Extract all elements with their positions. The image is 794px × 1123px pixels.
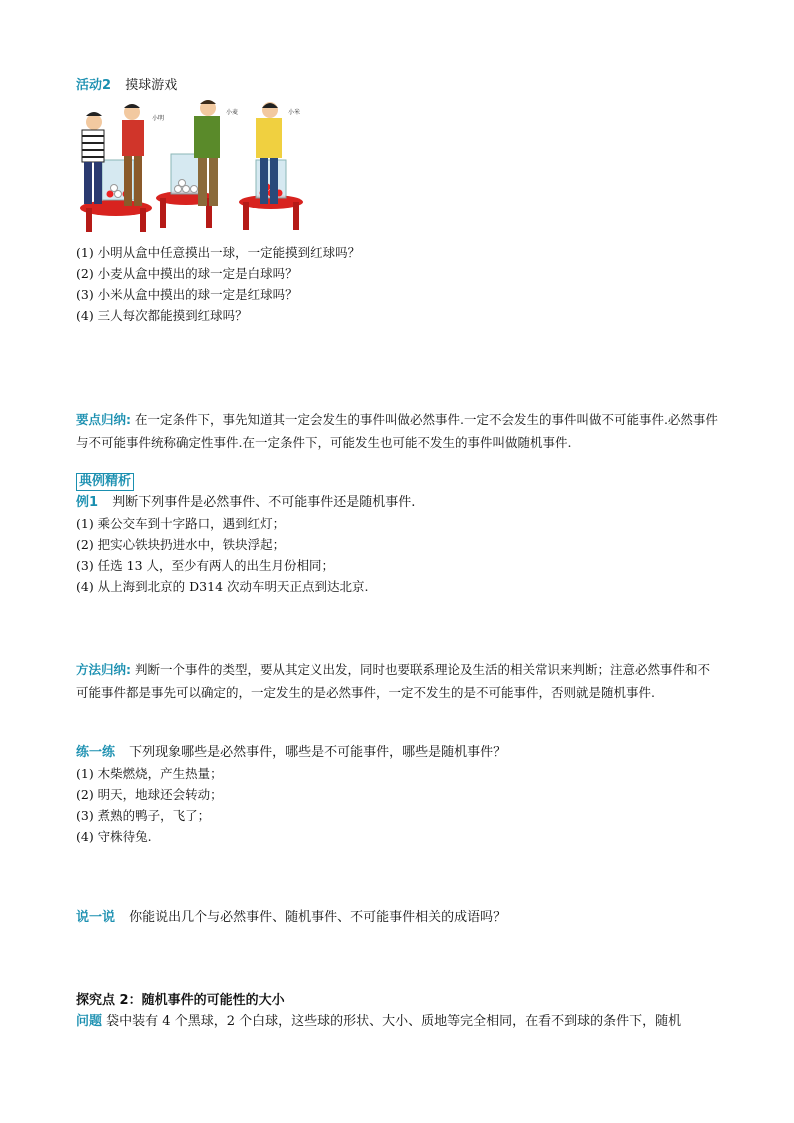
practice-prompt: 下列现象哪些是必然事件，哪些是不可能事件，哪些是随机事件？ <box>129 745 507 760</box>
activity-title: 摸球游戏 <box>125 78 178 93</box>
practice-item-1: (1) 木柴燃烧，产生热量； <box>76 766 223 781</box>
example-item-4: (4) 从上海到北京的 D314 次动车明天正点到达北京. <box>76 579 369 594</box>
practice-heading <box>76 743 506 763</box>
practice-item-3: (3) 煮熟的鸭子，飞了； <box>76 808 211 823</box>
example-item-2: (2) 把实心铁块扔进水中，铁块浮起； <box>76 537 286 552</box>
typical-example-tag: 典例精析 <box>76 473 134 491</box>
method-label: 方法归纳: <box>76 662 131 677</box>
talk-label: 说一说 <box>76 910 116 925</box>
example-1-prompt: 判断下列事件是必然事件、不可能事件还是随机事件. <box>112 495 416 510</box>
activity-label: 活动2 <box>76 78 112 93</box>
example-1-heading <box>76 493 415 513</box>
label-xiaomi: 小米 <box>288 109 301 116</box>
ball-game-illustration <box>76 98 306 236</box>
key-points-summary <box>76 408 720 454</box>
summary-text: 在一定条件下，事先知道其一定会发生的事件叫做必然事件.一定不会发生的事件叫做不可能事件.必然事件与不可能事件统称确定性事件.在一定条件下，可能发生也可能不发生的事件叫做随机事件. <box>76 412 718 450</box>
problem-line <box>76 1012 681 1032</box>
practice-item-4: (4) 守株待兔. <box>76 829 152 844</box>
practice-item-2: (2) 明天，地球还会转动； <box>76 787 223 802</box>
summary-label: 要点归纳: <box>76 412 131 427</box>
label-xiaoming: 小明 <box>152 115 165 122</box>
example-item-1: (1) 乘公交车到十字路口，遇到红灯； <box>76 516 286 531</box>
question-4: (4) 三人每次都能摸到红球吗？ <box>76 308 248 323</box>
activity-heading <box>76 76 177 96</box>
problem-text: 袋中装有 4 个黑球，2 个白球，这些球的形状、大小、质地等完全相同，在看不到球的条件下，随机 <box>106 1014 682 1029</box>
explore-point-2-title: 探究点 2：随机事件的可能性的大小 <box>76 993 285 1008</box>
talk-text: 你能说出几个与必然事件、随机事件、不可能事件相关的成语吗？ <box>129 910 507 925</box>
example-1-label: 例1 <box>76 495 99 510</box>
practice-label: 练一练 <box>76 745 116 760</box>
question-2: (2) 小麦从盒中摸出的球一定是白球吗？ <box>76 266 298 281</box>
question-3: (3) 小米从盒中摸出的球一定是红球吗？ <box>76 287 298 302</box>
label-xiaomai: 小麦 <box>226 109 239 116</box>
example-item-3: (3) 任选 13 人，至少有两人的出生月份相同； <box>76 558 335 573</box>
question-1: (1) 小明从盒中任意摸出一球，一定能摸到红球吗？ <box>76 245 361 260</box>
method-summary <box>76 658 720 704</box>
problem-label: 问题 <box>76 1014 103 1029</box>
talk-heading <box>76 908 506 928</box>
method-text: 判断一个事件的类型，要从其定义出发，同时也要联系理论及生活的相关常识来判断；注意必然事件和不可能事件都是事先可以确定的，一定发生的是必然事件，一定不发生的是不可能事件，否则就是随机事件. <box>76 662 710 700</box>
